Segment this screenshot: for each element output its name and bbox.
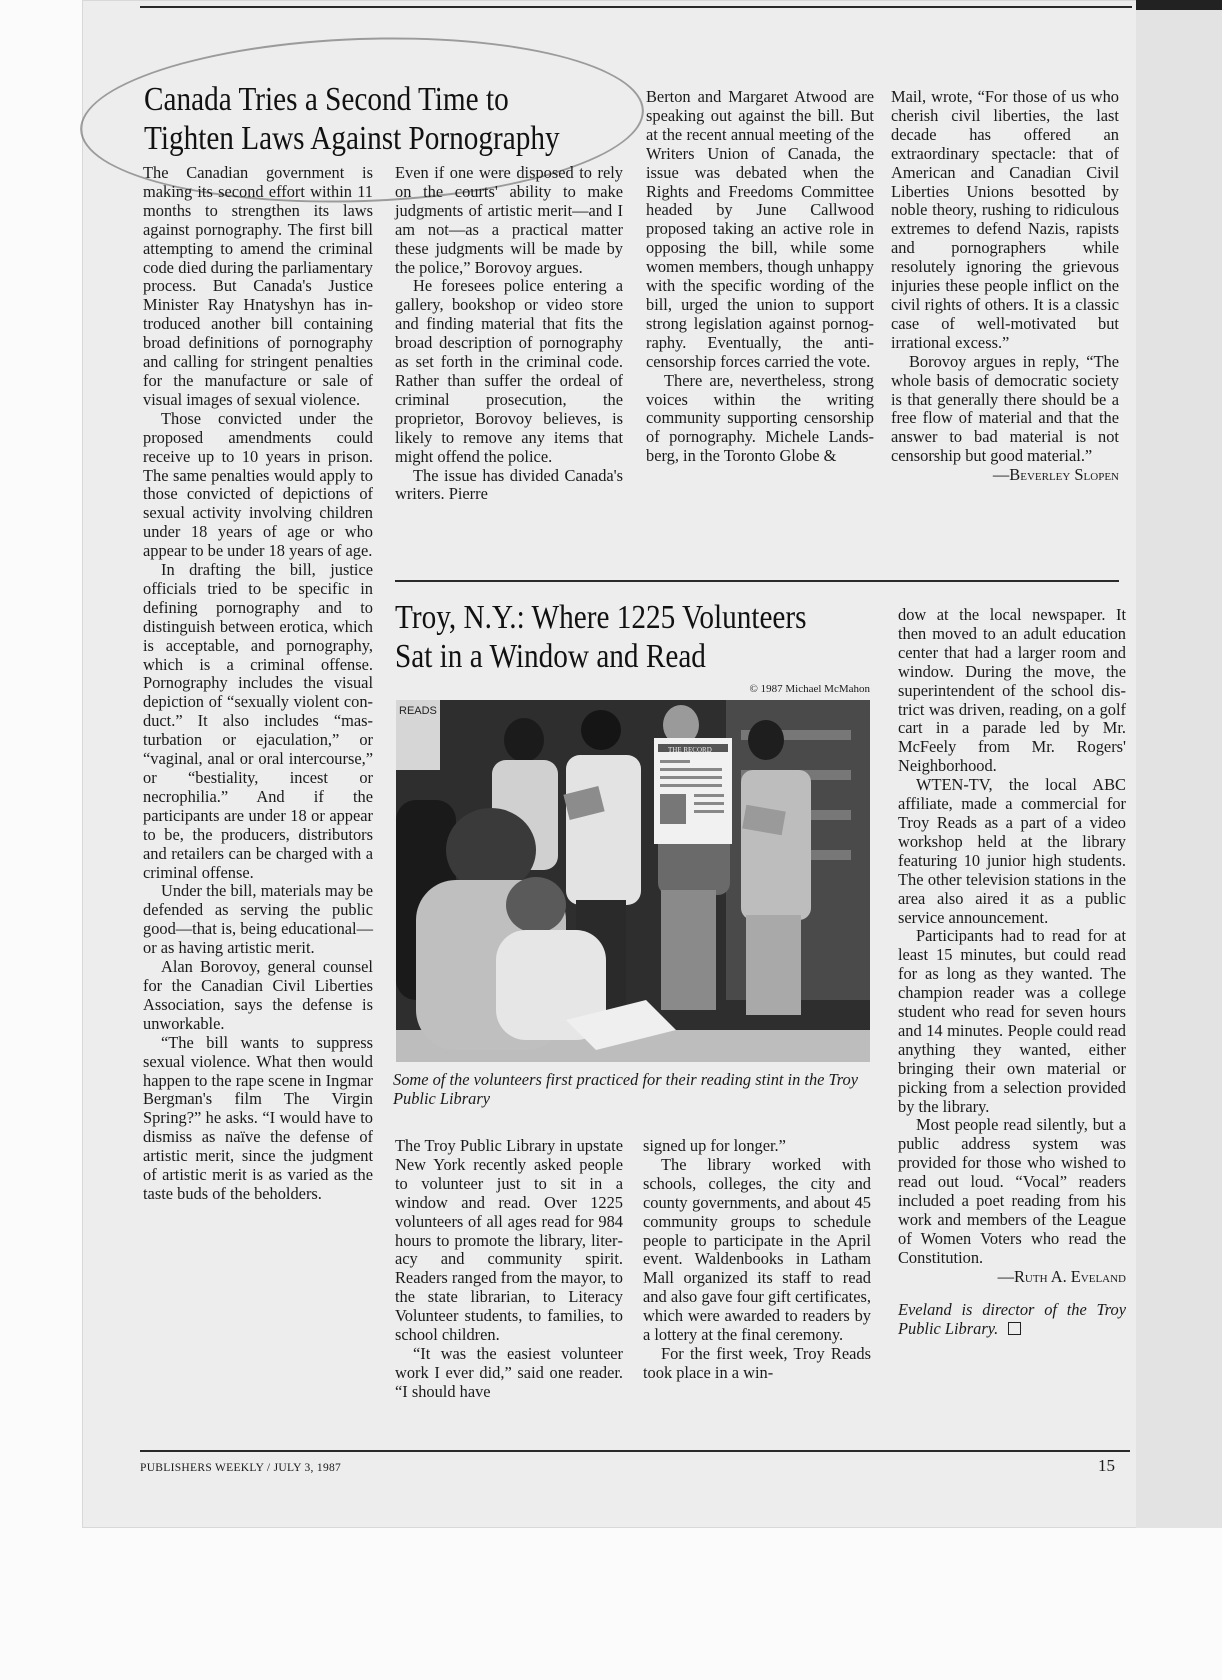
article1-column-1 xyxy=(143,164,373,1204)
article1-byline: —Beverley Slopen xyxy=(992,465,1119,485)
paragraph: “It was the easiest volunteer work I ever did,” said one reader. “I should have xyxy=(395,1343,623,1401)
paragraph: The Troy Public Library in upstate New York recently asked people to volunteer just to sit in a window and read. Over 1225 volunteers of all ages read for 984 hours to promote the library, literacy and community spirit. Readers ranged from the mayor, to the state librarian, to Literacy Volunteer students, to families, to school children. xyxy=(395,1136,623,1345)
scan-corner xyxy=(1136,0,1222,10)
paragraph: Borovoy argues in reply, “The whole basis of democratic society is that generally there should be a free flow of material and that the answer to bad material is not censorship but good material.” xyxy=(891,351,1119,466)
paragraph: For the first week, Troy Reads took place in a win- xyxy=(643,1343,871,1382)
paragraph: “The bill wants to suppress sexual violence. What then would happen to the rape scene in Ingmar Bergman's film The Virgin Spring?” he asks. “I would have to dismiss as naïve the defense of artistic merit, since the judgment of artistic merit is as varied as the taste buds of the beholders. xyxy=(143,1032,373,1203)
publication-line: PUBLISHERS WEEKLY / JULY 3, 1987 xyxy=(140,1462,342,1474)
article1-column-4 xyxy=(891,88,1119,485)
paragraph: Most people read silently, but a public address system was provided for those who wished to read out loud. “Vocal” readers included a poet reading from his work and members of the League of Women Voters who read the Constitution. xyxy=(898,1115,1126,1267)
volunteers-photo xyxy=(396,700,870,1062)
end-mark-icon xyxy=(1008,1322,1021,1335)
paragraph: Those convicted under the proposed amendments could receive up to 10 years in prison. The same penalties would apply to those convicted of depictions of sexual activity involving children under 18 years of age or who appear to be under 18 years of age. xyxy=(143,408,373,561)
paragraph: Even if one were disposed to rely on the courts' ability to make judgments of artistic merit—and I am not—as a practical matter these judgments will be made by the police,” Borovoy argues. xyxy=(395,163,623,277)
article1-column-3 xyxy=(646,88,874,466)
photo-illustration xyxy=(396,700,870,1062)
paragraph: There are, nevertheless, strong voices within the writing community supporting censorship of pornography. Michele Landsberg, in the Toronto Globe & xyxy=(646,370,874,466)
footer-rule xyxy=(140,1450,1130,1452)
article-separator-rule xyxy=(395,580,1119,582)
paragraph: Alan Borovoy, general counsel for the Canadian Civil Liberties Association, says the defense is unworkable. xyxy=(143,957,373,1033)
author-note xyxy=(898,1301,1126,1339)
author-note-text: Eveland is director of the Troy Public Library. xyxy=(898,1299,1126,1338)
paragraph: Participants had to read for at least 15 minutes, but could read for as long as they wanted. The champion reader was a college student who read for seven hours and 14 minutes. People could read anything they wanted, either bringing their own material or picking from a selection provided by the library. xyxy=(898,926,1126,1116)
paragraph: The library worked with schools, colleges, the city and county governments, and about 45 community groups to schedule people to participate in the April event. Waldenbooks in Latham Mall organized its staff to read and also gave four gift certificates, which were awarded to readers by a lottery at the final ceremony. xyxy=(643,1154,871,1345)
paragraph: He foresees police entering a gallery, bookshop or video store and finding material that fits the broad description of pornography as set forth in the criminal code. Rather than suffer the ordeal of criminal prosecution, the proprietor, Borovoy believes, is likely to remove any items that might offend the police. xyxy=(395,276,623,466)
article2-byline: —Ruth A. Eveland xyxy=(997,1266,1126,1286)
paragraph: In drafting the bill, justice officials tried to be specific in defining pornography and to distinguish between erotica, which is acceptable, and pornography, which is a criminal offense. Pornography includes the visual depiction of “sexually violent conduct.” It also includes “masturbation or ejaculation,” or “vaginal, anal or oral intercourse,” or “bestiality, incest or necrophilia.” And if the participants are under 18 or appear to be, the producers, distributors and retailers can be charged with a criminal offense. xyxy=(143,560,373,882)
page-number: 15 xyxy=(1098,1456,1115,1475)
paragraph: The issue has divided Canada's writers. Pierre xyxy=(395,465,623,504)
paragraph: Under the bill, materials may be defended as serving the public good—that is, being educational—or as having artistic merit. xyxy=(143,881,373,958)
scan-edge xyxy=(1136,0,1222,1528)
photo-newspaper-text: THE RECORD xyxy=(668,746,712,754)
paragraph: The Canadian government is making its second effort within 11 months to strengthen its laws against pornography. The first bill attempting to amend the criminal code died during the parliamentary process. But Canada's Justice Minister Ray Hnatyshyn has introduced another bill containing broad definitions of pornography and calling for stringent penalties for the manufacture or sale of visual images of sexual violence. xyxy=(143,163,373,409)
article1-column-2 xyxy=(395,164,623,504)
article2-headline-line2: Sat in a Window and Read xyxy=(395,638,706,675)
article1-headline-line2: Tighten Laws Against Pornography xyxy=(144,120,560,157)
paragraph: WTEN-TV, the local ABC affiliate, made a commercial for Troy Reads as a part of a video workshop held at the library featuring 10 junior high students. The other television stations in the area also aired it as a public service announcement. xyxy=(898,775,1126,927)
top-rule xyxy=(140,6,1132,8)
photo-credit: © 1987 Michael McMahon xyxy=(749,683,870,695)
article2-headline-line1: Troy, N.Y.: Where 1225 Volunteers xyxy=(395,599,807,636)
article1-headline-line1: Canada Tries a Second Time to xyxy=(144,81,509,118)
paragraph: Mail, wrote, “For those of us who cherish civil liberties, the last decade has offered an extraordinary spectacle: that of American and Canadian Civil Liberties Unions besotted by noble theory, rushing to ridiculous extremes to defend Nazis, rapists and pornographers while resolutely ignoring the grievous injuries these people inflict on the civil rights of others. It is a classic case of well-motivated but irrational excess.” xyxy=(891,87,1119,352)
article2-column-3 xyxy=(643,1137,871,1383)
article2-column-4 xyxy=(898,606,1126,1338)
article2-headline xyxy=(395,598,807,676)
photo-sign-text: READS xyxy=(399,705,437,717)
article1-headline xyxy=(144,80,560,158)
paragraph: dow at the local newspaper. It then moved to an adult education center that had a larger room and window. During the move, the superintendent of the school district was driven, reading, on a golf cart in a parade led by Mr. McFeely from Mr. Rogers' Neighborhood. xyxy=(898,605,1126,776)
paragraph: signed up for longer.” xyxy=(643,1136,786,1155)
photo-caption: Some of the volunteers first practiced for their reading stint in the Troy Public Library xyxy=(393,1070,858,1108)
article2-column-2 xyxy=(395,1137,623,1402)
paragraph: Berton and Margaret Atwood are speaking out against the bill. But at the recent annual meeting of the Writers Union of Canada, the issue was debated when the Rights and Freedoms Committee headed by June Callwood proposed taking an active role in opposing the bill, while some women members, though unhappy with the specific wording of the bill, urged the union to support strong legislation against pornography. Eventually, the anticensorship forces carried the vote. xyxy=(646,87,874,371)
